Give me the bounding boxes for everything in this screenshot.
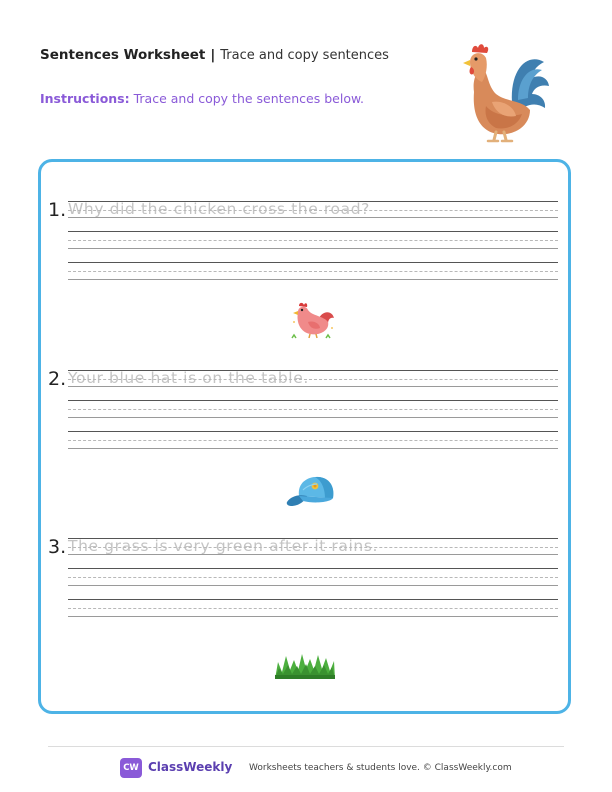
writing-line [68, 616, 558, 617]
instructions-text: Trace and copy the sentences below. [129, 91, 365, 106]
writing-line [68, 448, 558, 449]
cap-icon [285, 474, 337, 510]
trace-sentence: Your blue hat is on the table. [68, 369, 309, 387]
writing-line [68, 417, 558, 418]
writing-midline [68, 271, 558, 272]
writing-line [68, 248, 558, 249]
writing-midline [68, 409, 558, 410]
writing-line [68, 554, 558, 555]
writing-line [68, 217, 558, 218]
trace-sentence: Why did the chicken cross the road? [68, 200, 370, 218]
worksheet-frame [38, 159, 571, 714]
writing-line [68, 599, 558, 600]
footer-tagline: Worksheets teachers & students love. © ClassWeekly.com [249, 763, 512, 773]
writing-midline [68, 577, 558, 578]
item-number: 2. [48, 368, 67, 390]
writing-midline [68, 379, 558, 380]
writing-line [68, 400, 558, 401]
trace-sentence: The grass is very green after it rains. [68, 537, 379, 555]
subtitle-text: Trace and copy sentences [220, 48, 389, 63]
writing-line [68, 279, 558, 280]
item-number: 3. [48, 536, 67, 558]
title-text: Sentences Worksheet [40, 47, 206, 63]
writing-line [68, 431, 558, 432]
title-separator: | [210, 47, 216, 63]
writing-line [68, 585, 558, 586]
writing-midline [68, 547, 558, 548]
writing-midline [68, 210, 558, 211]
hen-icon [288, 298, 338, 340]
classweekly-logo-name: ClassWeekly [148, 760, 233, 774]
writing-line [68, 262, 558, 263]
instructions-label: Instructions: [40, 91, 130, 106]
writing-line [68, 568, 558, 569]
writing-line [68, 201, 558, 202]
writing-midline [68, 608, 558, 609]
writing-midline [68, 240, 558, 241]
item-number: 1. [48, 199, 67, 221]
writing-line [68, 386, 558, 387]
grass-icon [274, 652, 336, 680]
worksheet-title [40, 47, 389, 63]
footer-divider [48, 746, 564, 747]
writing-line [68, 231, 558, 232]
instructions [40, 91, 364, 106]
classweekly-logo-mark: CW [120, 758, 142, 778]
writing-line [68, 538, 558, 539]
rooster-icon [452, 40, 552, 145]
writing-line [68, 370, 558, 371]
writing-midline [68, 440, 558, 441]
